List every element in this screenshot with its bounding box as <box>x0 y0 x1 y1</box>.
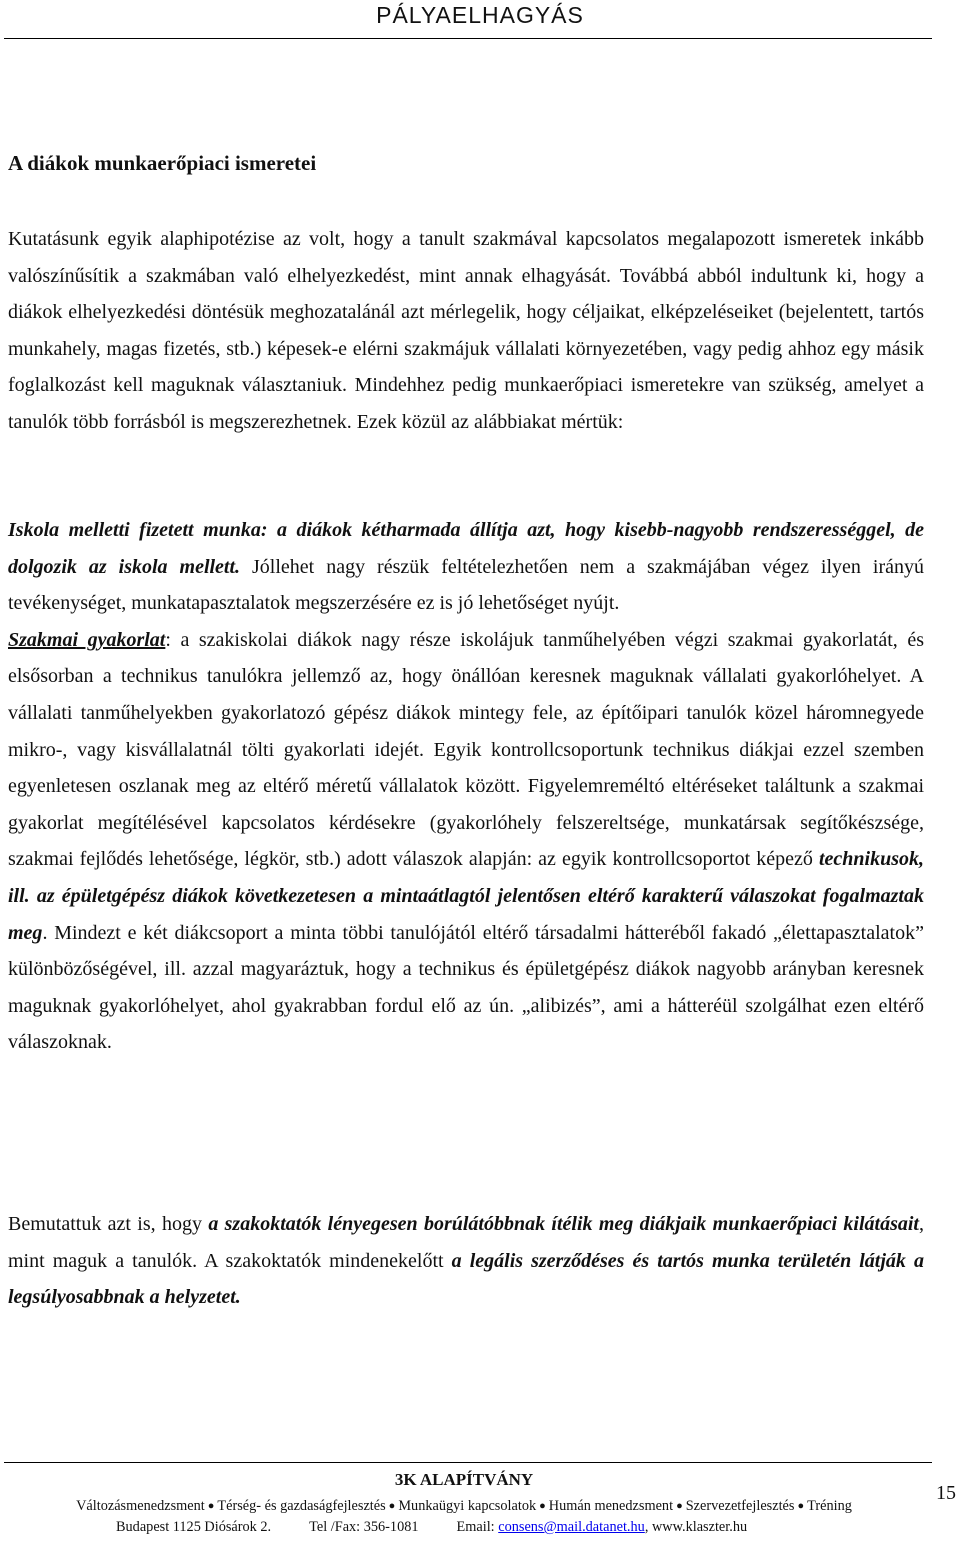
service-item: Munkaügyi kapcsolatok <box>398 1498 537 1514</box>
service-item: Tréning <box>807 1498 852 1514</box>
bullet-icon: ● <box>539 1500 546 1512</box>
practice-text-end: . Mindezt e két diákcsoport a minta többi tanulójától eltérő társadalmi hátteréből fakadó „élettapasztalatok” különbözőségével, ill. azzal magyaráztuk, hogy a technikus és épületgépész diákok nagyobb arányban keresnek maguknak gyakorlóhelyet, ahol gyakrabban fordul elő az ún. „alibizés”, ami a hátteréül szolgálhat ezen eltérő válaszoknak. <box>8 921 924 1054</box>
section-heading: A diákok munkaerőpiaci ismeretei <box>8 151 317 175</box>
bullet-icon: ● <box>388 1500 396 1512</box>
bullet-icon: ● <box>676 1500 683 1512</box>
footer-services <box>0 1498 928 1515</box>
paid-work-emphasis: Iskola melletti fizetett munka: a diákok kétharmada állítja azt, hogy kisebb-nagyobb rendszerességgel, de dolgozik az iskola mellett. <box>8 519 924 578</box>
footer-divider <box>4 1462 932 1463</box>
footer-address: Budapest 1125 Diósárok 2. <box>116 1519 272 1535</box>
header-divider <box>4 38 932 39</box>
practice-emphasis: technikusok, ill. az épületgépész diákok következetesen a mintaátlagtól jelentősen eltérő karakterű válaszokat fogalmaztak meg <box>8 848 924 944</box>
paragraph-2 <box>8 512 924 1061</box>
footer-email-link[interactable]: consens@mail.datanet.hu <box>498 1519 645 1535</box>
footer-phone: Tel /Fax: 356-1081 <box>309 1519 419 1535</box>
paragraph-3 <box>8 1206 924 1316</box>
practice-label: Szakmai gyakorlat <box>8 628 166 651</box>
p3-lead: Bemutattuk azt is, hogy <box>8 1213 209 1235</box>
header-title: PÁLYAELHAGYÁS <box>376 2 584 28</box>
bullet-icon: ● <box>207 1500 215 1512</box>
service-item: Humán menedzsment <box>548 1498 674 1514</box>
p3-emphasis-1: a szakoktatók lényegesen borúlátóbbnak ítélik meg diákjaik munkaerőpiaci kilátásait <box>208 1213 919 1235</box>
footer-website[interactable]: , www.klaszter.hu <box>644 1519 748 1535</box>
footer-org-name: 3K ALAPÍTVÁNY <box>394 1470 534 1489</box>
page-number: 15 <box>936 1482 956 1504</box>
page-header <box>0 2 960 29</box>
paid-work-text: Jóllehet nagy részük feltételezhetően nem a szakmájában végez ilyen irányú tevékenységet, munkatapasztalatok megszerzésére ez is jó lehetőséget nyújt. <box>8 555 924 615</box>
service-item: Térség- és gazdaságfejlesztés <box>217 1498 386 1514</box>
p3-mid: , mint maguk a tanulók. A szakoktatók mindenekelőtt <box>8 1213 924 1272</box>
bullet-icon: ● <box>797 1500 805 1512</box>
p3-emphasis-2: a legális szerződéses és tartós munka területén látják a legsúlyosabbnak a helyzetet. <box>8 1249 924 1309</box>
service-item: Szervezetfejlesztés <box>685 1498 795 1514</box>
practice-text: : a szakiskolai diákok nagy része iskolájuk tanműhelyében végzi szakmai gyakorlatát, és elsősorban a technikus tanulókra jellemző az, hogy önállóan keresnek maguknak vállalati gyakorlóhelyet. A vállalati tanműhelyekben gyakorlatozó gépész diákok mintegy fele, az építőipari tanulók közel háromnegyede mikro-, vagy kisvállalatnál tölti gyakorlati idejét. Egyik kontrollcsoportunk technikus diákjai ezzel szemben egyenletesen oszlanak meg az eltérő méretű vállalatok között. Figyelemreméltó eltéréseket találtunk a szakmai gyakorlat megítélésével kapcsolatos kérdésekre (gyakorlóhely felszereltsége, munkatársak segítőkészsége, szakmai fejlődés lehetősége, légkör, stb.) adott válaszok alapján: az egyik kontrollcsoportot képező <box>8 628 924 871</box>
service-item: Változásmenedzsment <box>76 1498 205 1514</box>
paragraph-1: Kutatásunk egyik alaphipotézise az volt, hogy a tanult szakmával kapcsolatos megalapozott ismeretek inkább valószínűsítik a szakmában való elhelyezkedést, mint annak elhagyását. Továbbá abból indultunk ki, hogy a diákok elhelyezkedési döntésük meghozatalánál azt mérlegelik, hogy céljaikat, elképzeléseiket (bejelentett, tartós munkahely, magas fizetés, stb.) képesek-e elérni szakmájuk vállalati környezetében, vagy pedig ahhoz egy másik foglalkozást kell maguknak választaniuk. Mindehhez pedig munkaerőpiaci ismeretekre van szükség, amelyet a tanulók több forrásból is megszerezhetnek. Ezek közül az alábbiakat mértük: <box>8 228 924 433</box>
footer-contact <box>116 1519 747 1536</box>
footer-email-label: Email: <box>456 1519 499 1535</box>
